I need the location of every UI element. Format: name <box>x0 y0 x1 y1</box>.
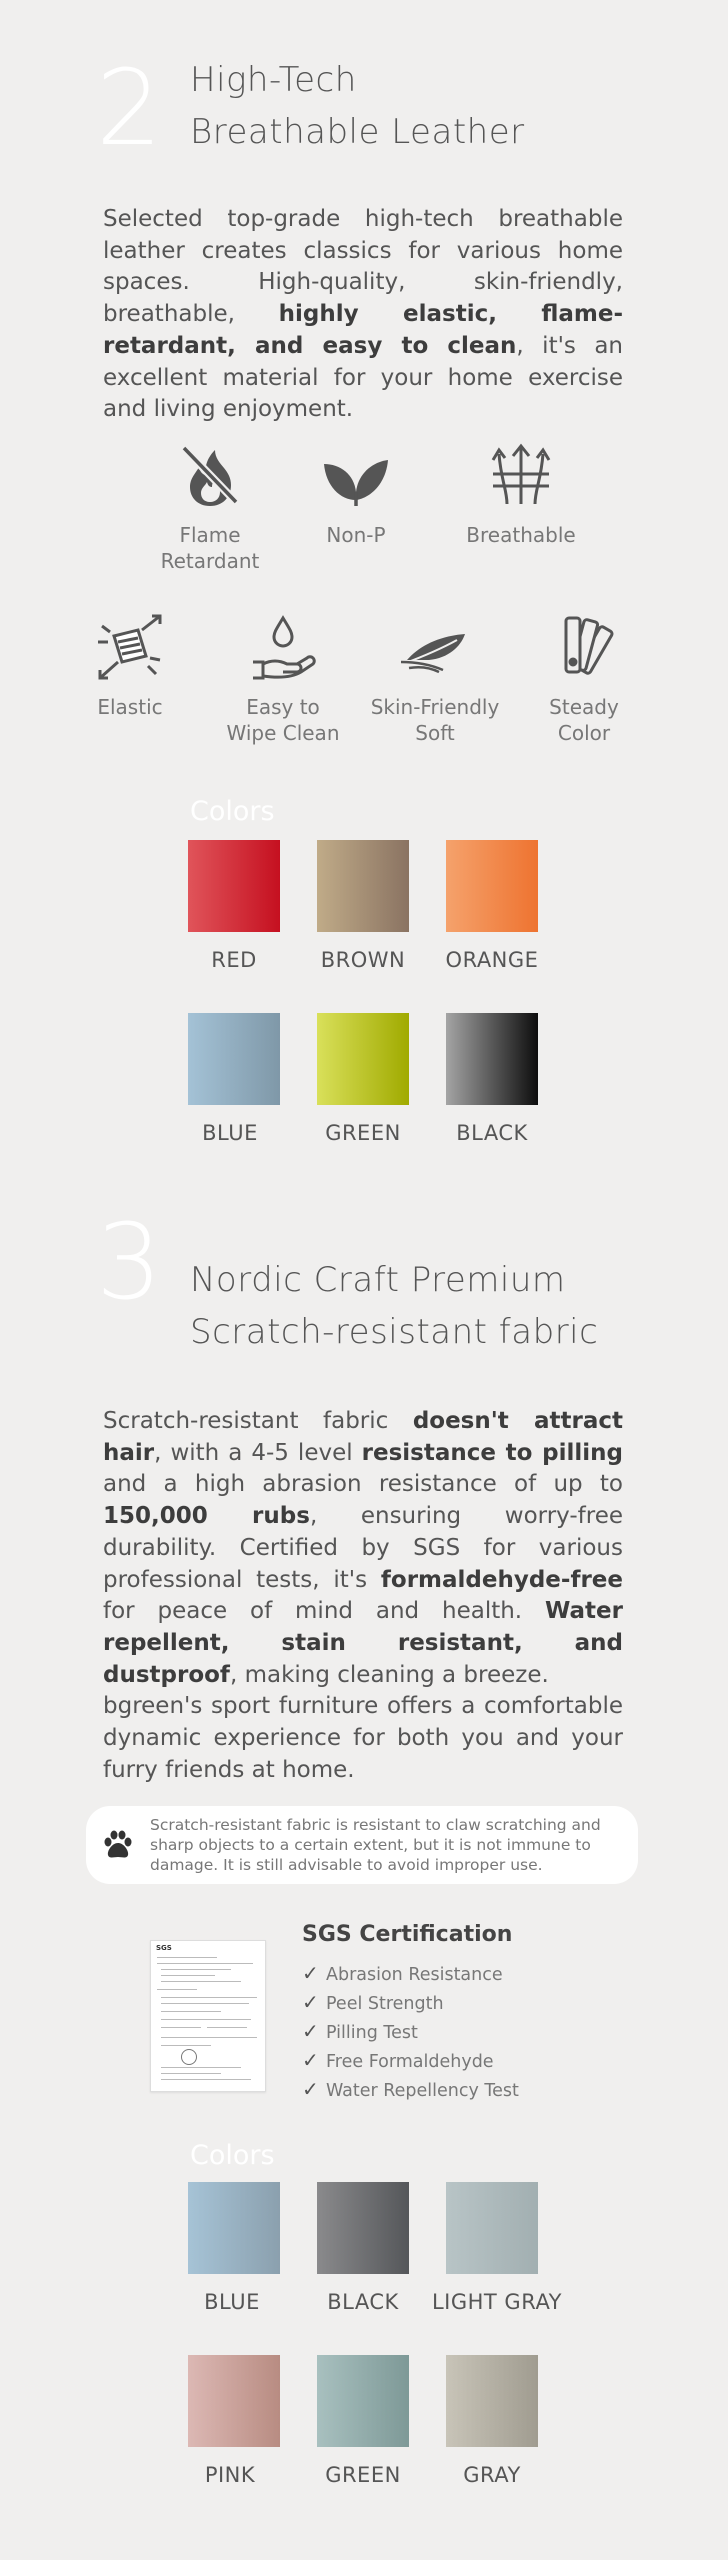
list-item <box>302 2046 519 2075</box>
feature-label: Skin-Friendly Soft <box>370 695 500 745</box>
feature-breathable <box>446 440 596 548</box>
color-name: PINK <box>204 2463 256 2487</box>
care-note-box <box>86 1806 638 1884</box>
list-item <box>302 1959 519 1988</box>
leaf-icon <box>320 440 392 512</box>
paw-icon <box>100 1828 136 1864</box>
color-swatch-pink[interactable] <box>188 2355 280 2447</box>
bold-span: doesn't attract hair <box>103 1408 623 1466</box>
bold-span: formaldehyde-free <box>380 1566 623 1593</box>
feature-label: Steady Color <box>549 695 619 745</box>
section-number: 2 <box>96 47 163 169</box>
feature-label: Elastic <box>97 695 163 719</box>
sgs-item-label: Free Formaldehyde <box>326 2052 494 2072</box>
text-span: , it's an excellent material for your home exercise and living enjoyment. <box>103 332 624 423</box>
section-description <box>103 204 623 426</box>
color-name: ORANGE <box>445 948 539 972</box>
text-span: , making cleaning a breeze. <box>229 1661 549 1688</box>
elastic-sheet-icon <box>94 612 166 684</box>
feather-icon <box>399 612 471 684</box>
feature-label: Breathable <box>466 523 576 547</box>
color-name: BLUE <box>204 2290 260 2314</box>
color-swatch-brown[interactable] <box>317 840 409 932</box>
check-icon: ✓ <box>302 1990 319 2014</box>
list-item <box>302 2017 519 2046</box>
check-icon: ✓ <box>302 1961 319 1985</box>
stamp-seal <box>181 2049 197 2065</box>
color-name: LIGHT GRAY <box>431 2290 563 2314</box>
bold-span: resistance to pilling <box>361 1439 623 1466</box>
color-name: GREEN <box>325 2463 401 2487</box>
hand-drop-icon <box>247 612 319 684</box>
color-swatches-icon <box>548 612 620 684</box>
color-name: BLUE <box>202 1121 258 1145</box>
feature-non-p <box>296 440 416 548</box>
section-title-line2: Scratch-resistant fabric <box>190 1312 599 1352</box>
check-icon: ✓ <box>302 2019 319 2043</box>
sgs-item-label: Water Repellency Test <box>326 2081 519 2101</box>
color-name: GREEN <box>325 1121 401 1145</box>
color-swatch-black[interactable] <box>446 1013 538 1105</box>
care-note-text: Scratch-resistant fabric is resistant to claw scratching and sharp objects to a certain extent, but it is not immune to damage. It is still advisable to avoid improper use. <box>150 1816 601 1874</box>
feature-elastic <box>70 612 190 720</box>
color-swatch-green[interactable] <box>317 1013 409 1105</box>
breathable-arrows-icon <box>485 440 557 512</box>
feature-label: Non-P <box>326 523 386 547</box>
color-swatch-blue[interactable] <box>188 2182 280 2274</box>
color-swatch-red[interactable] <box>188 840 280 932</box>
flame-retardant-icon <box>174 440 246 512</box>
color-name: BROWN <box>320 948 406 972</box>
section-number: 3 <box>96 1201 163 1323</box>
color-swatch-orange[interactable] <box>446 840 538 932</box>
color-swatch-black[interactable] <box>317 2182 409 2274</box>
check-icon: ✓ <box>302 2048 319 2072</box>
text-span: Selected top-grade high-tech breathable leather creates classics for various home spaces. High-quality, skin-friendly, breathable, <box>103 206 623 328</box>
feature-flame-retardant <box>130 440 290 574</box>
color-name: GRAY <box>463 2463 521 2487</box>
text-span: and a high abrasion resistance of up to <box>103 1471 623 1498</box>
bold-span: highly elastic, flame-retardant, and easy to clean <box>103 301 624 359</box>
section-title-line1: High-Tech <box>190 60 357 100</box>
color-swatch-green[interactable] <box>317 2355 409 2447</box>
feature-label: Flame Retardant <box>160 523 260 573</box>
color-swatch-gray[interactable] <box>446 2355 538 2447</box>
list-item <box>302 1988 519 2017</box>
sgs-item-label: Peel Strength <box>326 1994 444 2014</box>
bold-span: 150,000 rubs <box>103 1503 310 1530</box>
colors-heading: Colors <box>190 796 275 827</box>
text-span: Scratch-resistant fabric <box>103 1408 413 1434</box>
sgs-doc-logo: SGS <box>156 1944 172 1952</box>
sgs-title: SGS Certification <box>302 1922 513 1947</box>
sgs-list <box>302 1959 519 2104</box>
sgs-certificate-image[interactable] <box>150 1940 266 2092</box>
colors-heading: Colors <box>190 2140 275 2171</box>
feature-label: Easy to Wipe Clean <box>226 695 340 745</box>
section-description <box>103 1406 623 1786</box>
text-span: , ensuring worry-free durability. Certified by SGS for various professional tests, it's <box>103 1503 623 1593</box>
section-title-line1: Nordic Craft Premium <box>190 1260 566 1300</box>
section-title-line2: Breathable Leather <box>190 112 525 152</box>
color-name: BLACK <box>456 1121 528 1145</box>
check-icon: ✓ <box>302 2077 319 2101</box>
feature-skin-friendly <box>355 612 515 746</box>
feature-easy-wipe <box>208 612 358 746</box>
text-span: for peace of mind and health. <box>103 1598 545 1625</box>
text-span: , with a 4-5 level <box>154 1439 362 1466</box>
color-swatch-light-gray[interactable] <box>446 2182 538 2274</box>
color-name: RED <box>211 948 257 972</box>
bold-span: Water repellent, stain resistant, and dustproof <box>103 1598 623 1688</box>
color-swatch-blue[interactable] <box>188 1013 280 1105</box>
sgs-item-label: Abrasion Resistance <box>326 1965 503 1985</box>
color-name: BLACK <box>327 2290 399 2314</box>
list-item <box>302 2075 519 2104</box>
text-span: bgreen's sport furniture offers a comfortable dynamic experience for both you and your furry friends at home. <box>103 1693 623 1783</box>
sgs-item-label: Pilling Test <box>326 2023 418 2043</box>
feature-steady-color <box>524 612 644 746</box>
